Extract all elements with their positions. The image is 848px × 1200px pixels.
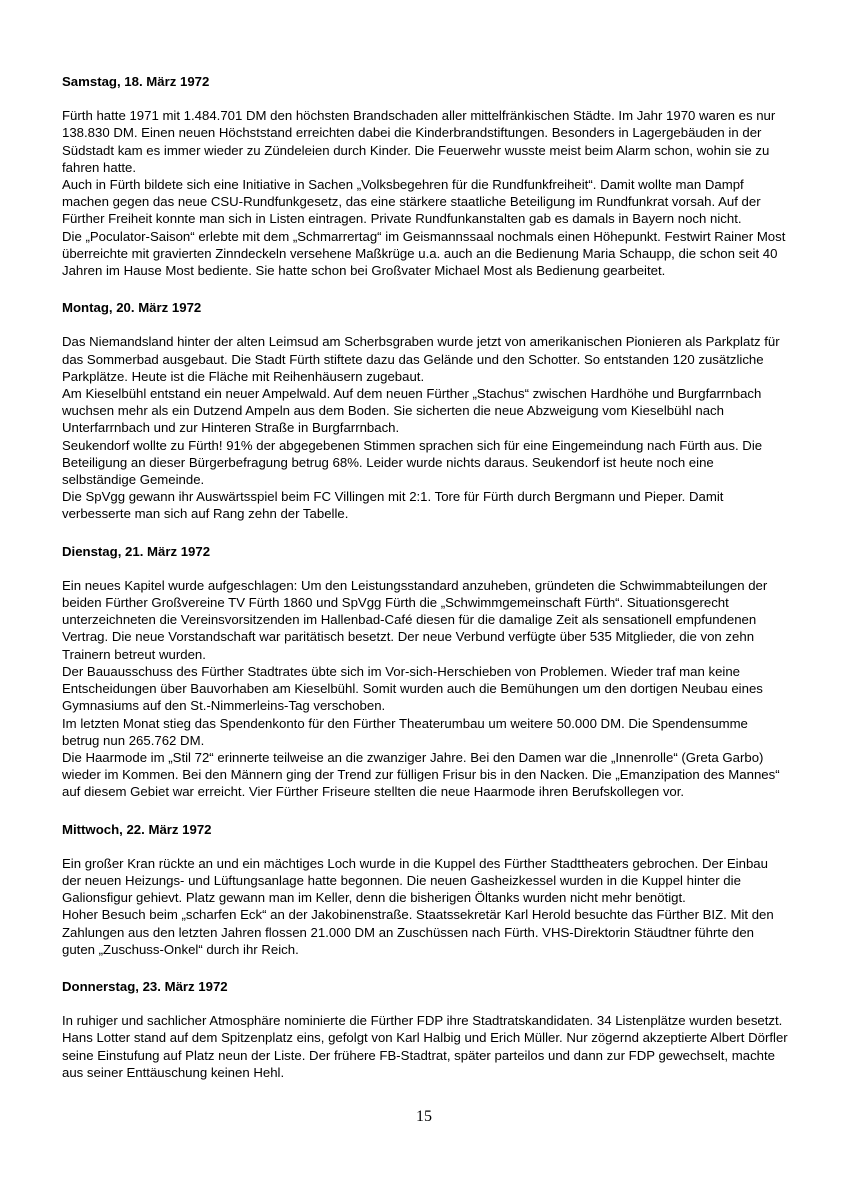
entry-paragraph: Die SpVgg gewann ihr Auswärtsspiel beim FC Villingen mit 2:1. Tore für Fürth durch Bergmann und Pieper. Damit verbesserte man sich auf Rang zehn der Tabelle. — [62, 489, 724, 522]
entry-body — [62, 333, 788, 522]
entry-date: Dienstag, 21. März 1972 — [62, 543, 211, 559]
entry-paragraph: Ein großer Kran rückte an und ein mächtiges Loch wurde in die Kuppel des Fürther Stadttheaters gebrochen. Der Einbau der neuen Heizungs- und Lüftungsanlage hatte begonnen. Die neuen Gasheizkessel wurden in die Kuppel hinter die Galionsfigur gehievt. Platz gewann man im Keller, denn die bisherigen Öltanks wurden nicht mehr benötigt. — [62, 855, 768, 906]
entry-mittwoch-22-maerz — [62, 821, 788, 958]
entry-paragraph: Im letzten Monat stieg das Spendenkonto für den Fürther Theaterumbau um weitere 50.000 DM. Die Spendensumme betrug nun 265.762 DM. — [62, 715, 748, 748]
entry-body — [62, 1012, 788, 1081]
entry-body — [62, 107, 788, 279]
entry-paragraph: Ein neues Kapitel wurde aufgeschlagen: Um den Leistungsstandard anzuheben, gründeten die Schwimmabteilungen der beiden Fürther Großvereine TV Fürth 1860 und SpVgg Fürth die „Schwimmgemeinschaft Fürth“. Situationsgerecht unterzeichneten die Vereinsvorsitzenden im Hallenbad-Café diesen für die damalige Zeit als sensationell empfundenen Vertrag. Die neue Vorstandschaft war paritätisch besetzt. Der neue Verbund verfügte über 535 Mitglieder, die von zehn Trainern betreut wurden. — [62, 577, 768, 662]
entry-paragraph: Auch in Fürth bildete sich eine Initiative in Sachen „Volksbegehren für die Rundfunkfreiheit“. Damit wollte man Dampf machen gegen das neue CSU-Rundfunkgesetz, das eine stärkere staatliche Beteiligung im Rundfunkrat vorsah. Auf der Fürther Freiheit konnte man sich in Listen eintragen. Private Rundfunkanstalten gab es damals in Bayern noch nicht. — [62, 177, 761, 227]
entry-date: Samstag, 18. März 1972 — [62, 74, 210, 89]
entry-paragraph: Seukendorf wollte zu Fürth! 91% der abgegebenen Stimmen sprachen sich für eine Eingemeindung nach Fürth aus. Die Beteiligung an dieser Bürgerbefragung betrug 68%. Leider wurde nichts daraus. Seukendorf ist heute noch eine selbständige Gemeinde. — [62, 437, 763, 488]
entry-paragraph: In ruhiger und sachlicher Atmosphäre nominierte die Fürther FDP ihre Stadtratskandidaten. 34 Listenplätze wurden besetzt. Hans Lotter stand auf dem Spitzenplatz eins, gefolgt von Karl Halbig und Erich Müller. Nur zögernd akzeptierte Albert Dörfler seine Einstufung auf Platz neun der Liste. Der frühere FB-Stadtrat, später parteilos und dann zur FDP gewechselt, machte aus seiner Enttäuschung keinen Hehl. — [62, 1013, 788, 1080]
entry-date: Montag, 20. März 1972 — [62, 300, 202, 316]
entry-paragraph: Am Kieselbühl entstand ein neuer Ampelwald. Auf dem neuen Fürther „Stachus“ zwischen Hardhöhe und Burgfarrnbach wuchsen mehr als ein Dutzend Ampeln aus dem Boden. Sie sicherten die neue Abzweigung vom Kieselbühl nach Unterfarrnbach und zur Hinteren Straße in Burgfarrnbach. — [62, 386, 762, 436]
entry-body — [62, 855, 788, 958]
entry-paragraph: Das Niemandsland hinter der alten Leimsud am Scherbsgraben wurde jetzt von amerikanischen Pionieren als Parkplatz für das Sommerbad ausgebaut. Die Stadt Fürth stiftete dazu das Gelände und den Schotter. So entstanden 120 zusätzliche Parkplätze. Heute ist die Fläche mit Reihenhäusern zugebaut. — [62, 334, 780, 384]
entry-date: Mittwoch, 22. März 1972 — [62, 821, 212, 837]
entry-samstag-18-maerz — [62, 73, 788, 279]
entry-montag-20-maerz — [62, 299, 788, 522]
page-number: 15 — [416, 1108, 432, 1125]
entry-donnerstag-23-maerz — [62, 978, 788, 1081]
entry-paragraph: Fürth hatte 1971 mit 1.484.701 DM den höchsten Brandschaden aller mittelfränkischen Städte. Im Jahr 1970 waren es nur 138.830 DM. Einen neuen Höchststand erreichten dabei die Kinderbrandstiftungen. Besonders in Lagergebäuden in der Südstadt kam es immer wieder zu Zündeleien durch Kinder. Die Feuerwehr wusste meist beim Alarm schon, wohin sie zu fahren hatte. — [62, 108, 776, 175]
entry-paragraph: Die Haarmode im „Stil 72“ erinnerte teilweise an die zwanziger Jahre. Bei den Damen war die „Innenrolle“ (Greta Garbo) wieder im Kommen. Bei den Männern ging der Trend zur fülligen Frisur bis in den Nacken. Die „Emanzipation des Mannes“ auf diesem Gebiet war erreicht. Vier Fürther Friseure stellten die neue Haarmode ihren Berufskollegen vor. — [62, 749, 780, 800]
entry-paragraph: Der Bauausschuss des Fürther Stadtrates übte sich im Vor-sich-Herschieben von Problemen. Wieder traf man keine Entscheidungen über Bauvorhaben am Kieselbühl. Somit wurden auch die Bemühungen um den dortigen Neubau eines Gymnasiums auf den St.-Nimmerleins-Tag verschoben. — [62, 663, 763, 714]
entry-body — [62, 577, 788, 801]
entry-dienstag-21-maerz — [62, 543, 788, 801]
entry-paragraph: Die „Poculator-Saison“ erlebte mit dem „Schmarrertag“ im Geismannssaal nochmals einen Höhepunkt. Festwirt Rainer Most überreichte mit gravierten Zinndeckeln versehene Maßkrüge u.a. auch an die Bedienung Maria Schaupp, die schon seit 40 Jahren im Hause Most bediente. Sie hatte schon bei Großvater Michael Most als Bedienung gearbeitet. — [62, 228, 786, 279]
entry-paragraph: Hoher Besuch beim „scharfen Eck“ an der Jakobinenstraße. Staatssekretär Karl Herold besuchte das Fürther BIZ. Mit den Zahlungen aus den letzten Jahren flossen 21.000 DM an Zuschüssen nach Fürth. VHS-Direktorin Stäudtner führte den guten „Zuschuss-Onkel“ durch ihr Reich. — [62, 907, 774, 957]
entry-date: Donnerstag, 23. März 1972 — [62, 978, 228, 994]
